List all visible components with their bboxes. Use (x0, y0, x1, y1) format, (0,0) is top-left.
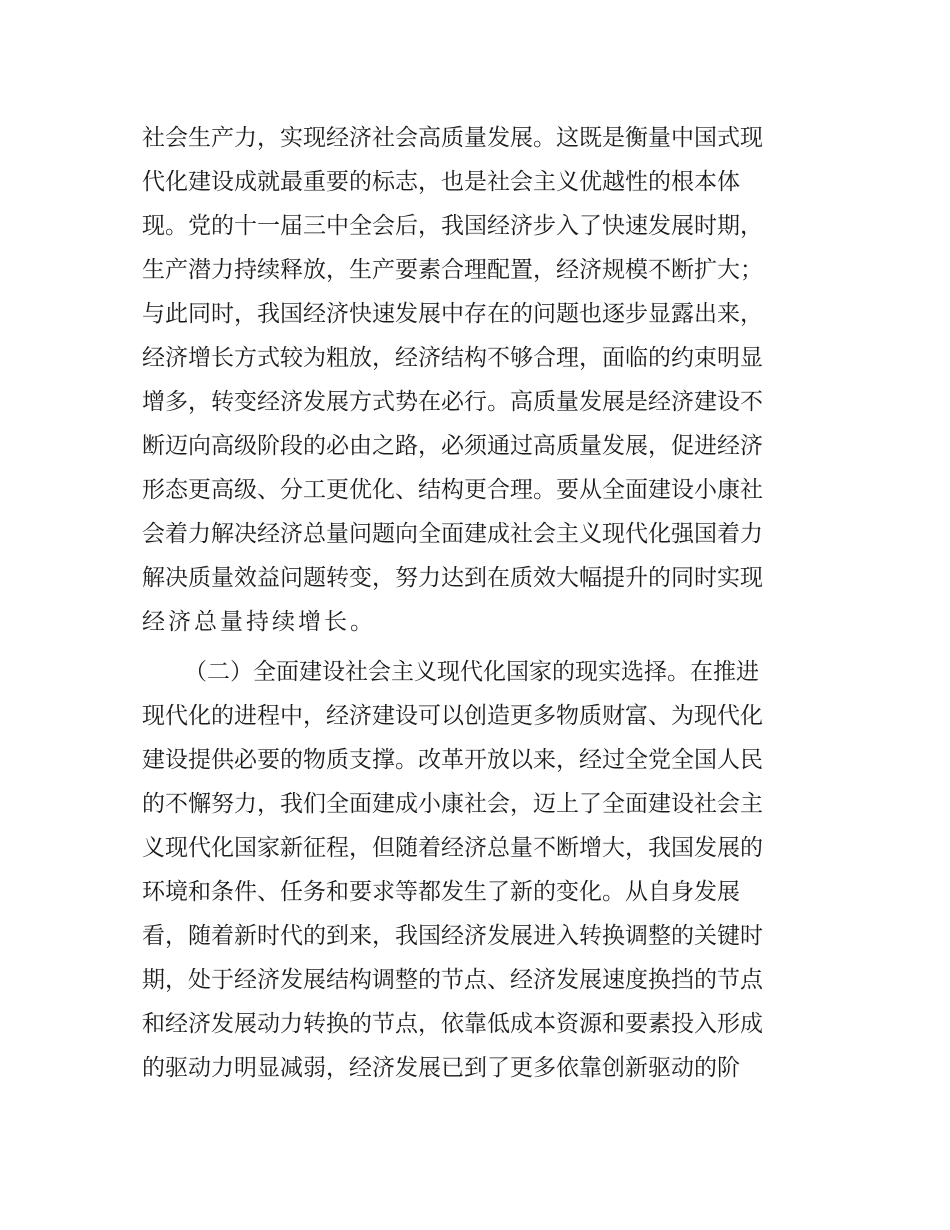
text-line: 现代化的进程中，经济建设可以创造更多物质财富、为现代化 (142, 703, 763, 729)
text-line: 生产潜力持续释放，生产要素合理配置，经济规模不断扩大； (142, 257, 763, 283)
text-line: 期，处于经济发展结构调整的节点、经济发展速度换挡的节点 (142, 967, 763, 993)
text-line: 社会生产力，实现经济社会高质量发展。这既是衡量中国式现 (142, 125, 763, 151)
text-line: 经济总量持续增长。 (142, 609, 376, 635)
text-line: （二）全面建设社会主义现代化国家的现实选择。在推进 (184, 659, 759, 685)
text-line: 环境和条件、任务和要求等都发生了新的变化。从自身发展 (142, 879, 740, 905)
text-line: 的驱动力明显减弱，经济发展已到了更多依靠创新驱动的阶 (142, 1055, 740, 1081)
text-line: 会着力解决经济总量问题向全面建成社会主义现代化强国着力 (142, 521, 763, 547)
text-line: 形态更高级、分工更优化、结构更合理。要从全面建设小康社 (142, 477, 763, 503)
text-line: 现。党的十一届三中全会后，我国经济步入了快速发展时期， (142, 213, 763, 239)
text-line: 代化建设成就最重要的标志，也是社会主义优越性的根本体 (142, 169, 740, 195)
text-line: 和经济发展动力转换的节点，依靠低成本资源和要素投入形成 (142, 1011, 763, 1037)
text-line: 与此同时，我国经济快速发展中存在的问题也逐步显露出来， (142, 301, 763, 327)
text-line: 经济增长方式较为粗放，经济结构不够合理，面临的约束明显 (142, 345, 763, 371)
text-line: 解决质量效益问题转变，努力达到在质效大幅提升的同时实现 (142, 565, 763, 591)
text-line: 建设提供必要的物质支撑。改革开放以来，经过全党全国人民 (142, 747, 763, 773)
text-line: 增多，转变经济发展方式势在必行。高质量发展是经济建设不 (142, 389, 763, 415)
text-line: 断迈向高级阶段的必由之路，必须通过高质量发展，促进经济 (142, 433, 763, 459)
text-line: 义现代化国家新征程，但随着经济总量不断增大，我国发展的 (142, 835, 763, 861)
text-line: 看，随着新时代的到来，我国经济发展进入转换调整的关键时 (142, 923, 763, 949)
text-line: 的不懈努力，我们全面建成小康社会，迈上了全面建设社会主 (142, 791, 763, 817)
